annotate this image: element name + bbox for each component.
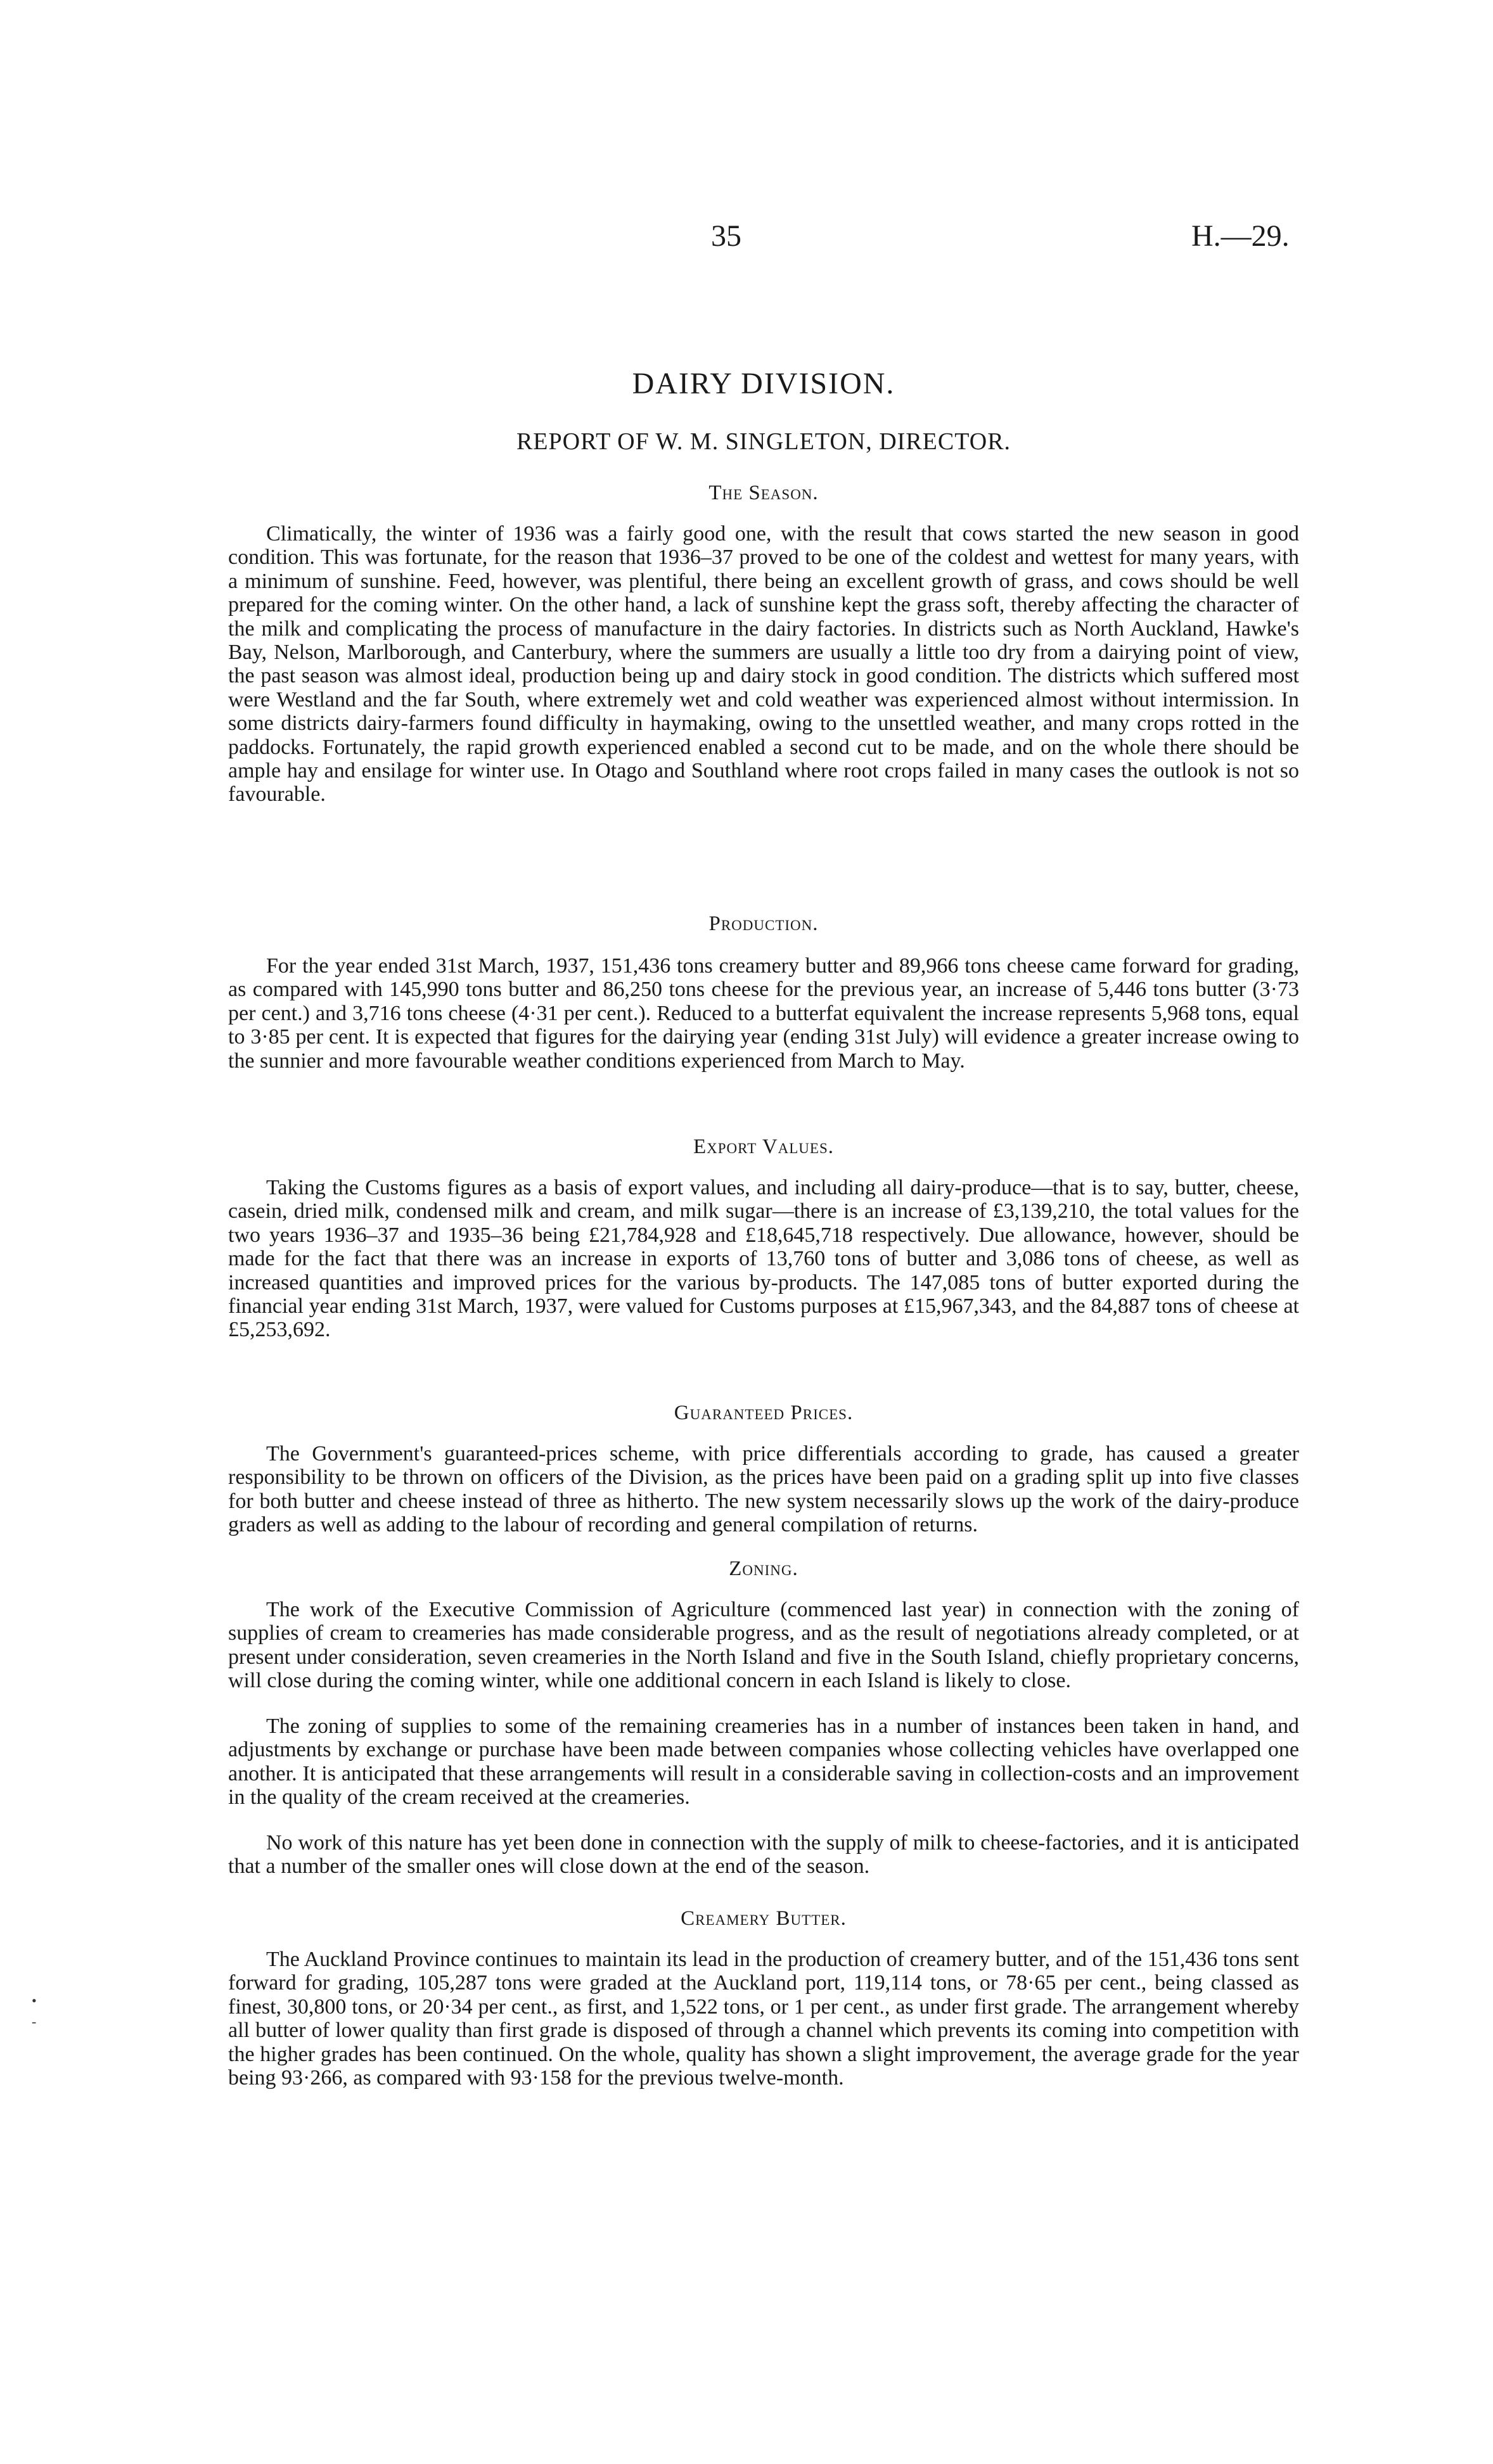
section-heading-export-values: Export Values. (693, 1135, 835, 1158)
paragraph-season: Climatically, the winter of 1936 was a fairly good one, with the result that cows started the new season in good condition. This was fortunate, for the reason that 1936–37 proved to be one of the coldest and wettest for many years, with a minimum of sunshine. Feed, however, was plentiful, there being an excellent growth of grass, and cows should be well prepared for the coming winter. On the other hand, a lack of sunshine kept the grass soft, thereby affecting the character of the milk and complicating the process of manufacture in the dairy factories. In districts such as North Auckland, Hawke's Bay, Nelson, Marlborough, and Canterbury, where the summers are usually a little too dry from a dairying point of view, the past season was almost ideal, production being up and dairy stock in good condition. The districts which suffered most were Westland and the far South, where extremely wet and cold weather was experienced almost without intermission. In some districts dairy-farmers found difficulty in haymaking, owing to the unsettled weather, and many crops rotted in the paddocks. Fortunately, the rapid growth experienced enabled a second cut to be made, and on the whole there should be ample hay and ensilage for winter use. In Otago and Southland where root crops failed in many cases the outlook is not so favourable. (228, 522, 1299, 807)
document-title: DAIRY DIVISION. (632, 367, 895, 400)
margin-mark-dash: - (32, 2014, 37, 2029)
paragraph-zoning-2: The zoning of supplies to some of the remaining creameries has in a number of instances been taken in hand, and adjustments by exchange or purchase have been made between companies whose collecting vehicles have overlapped one another. It is anticipated that these arrangements will result in a considerable saving in collection-costs and an improvement in the quality of the cream received at the creameries. (228, 1714, 1299, 1810)
section-heading-season: The Season. (708, 482, 819, 504)
section-heading-guaranteed-prices: Guaranteed Prices. (674, 1401, 854, 1424)
margin-mark-dot: • (32, 1993, 37, 2008)
page-reference: H.—29. (1191, 219, 1290, 253)
paragraph-zoning-3: No work of this nature has yet been done in connection with the supply of milk to cheese-factories, and it is anticipated that a number of the smaller ones will close down at the end of the season. (228, 1831, 1299, 1879)
report-subtitle: REPORT OF W. M. SINGLETON, DIRECTOR. (516, 428, 1011, 455)
paragraph-export-values: Taking the Customs figures as a basis of export values, and including all dairy-produce—that is to say, butter, cheese, casein, dried milk, condensed milk and cream, and milk sugar—there is an increase of £3,139,210, the total values for the two years 1936–37 and 1935–36 being £21,784,928 and £18,645,718 respectively. Due allowance, however, should be made for the fact that there was an increase in exports of 13,760 tons of butter and 3,086 tons of cheese, as well as increased quantities and improved prices for the various by-products. The 147,085 tons of butter exported during the financial year ending 31st March, 1937, were valued for Customs purposes at £15,967,343, and the 84,887 tons of cheese at £5,253,692. (228, 1176, 1299, 1342)
section-heading-creamery-butter: Creamery Butter. (681, 1907, 847, 1930)
section-heading-production: Production. (708, 912, 819, 935)
section-heading-zoning: Zoning. (729, 1557, 798, 1580)
paragraph-zoning-1: The work of the Executive Commission of Agriculture (commenced last year) in connection with the zoning of supplies of cream to creameries has made considerable progress, and as the result of negotiations already completed, or at present under consideration, seven creameries in the North Island and five in the South Island, chiefly proprietary concerns, will close during the coming winter, while one additional concern in each Island is likely to close. (228, 1598, 1299, 1693)
paragraph-guaranteed-prices: The Government's guaranteed-prices scheme, with price differentials according to grade, has caused a greater responsibility to be thrown on officers of the Division, as the prices have been paid on a grading split up into five classes for both butter and cheese instead of three as hitherto. The new system necessarily slows up the work of the dairy-produce graders as well as adding to the labour of recording and general compilation of returns. (228, 1442, 1299, 1537)
paragraph-production: For the year ended 31st March, 1937, 151,436 tons creamery butter and 89,966 tons cheese came forward for grading, as compared with 145,990 tons butter and 86,250 tons cheese for the previous year, an increase of 5,446 tons butter (3·73 per cent.) and 3,716 tons cheese (4·31 per cent.). Reduced to a butterfat equivalent the increase represents 5,968 tons, equal to 3·85 per cent. It is expected that figures for the dairying year (ending 31st July) will evidence a greater increase owing to the sunnier and more favourable weather conditions experienced from March to May. (228, 954, 1299, 1073)
page-number: 35 (711, 219, 741, 253)
paragraph-creamery-butter: The Auckland Province continues to maintain its lead in the production of creamery butter, and of the 151,436 tons sent forward for grading, 105,287 tons were graded at the Auckland port, 119,114 tons, or 78·65 per cent., being classed as finest, 30,800 tons, or 20·34 per cent., as first, and 1,522 tons, or 1 per cent., as under first grade. The arrangement whereby all butter of lower quality than first grade is disposed of through a channel which prevents its coming into competition with the higher grades has been continued. On the whole, quality has shown a slight improvement, the average grade for the year being 93·266, as compared with 93·158 for the previous twelve-month. (228, 1948, 1299, 2090)
